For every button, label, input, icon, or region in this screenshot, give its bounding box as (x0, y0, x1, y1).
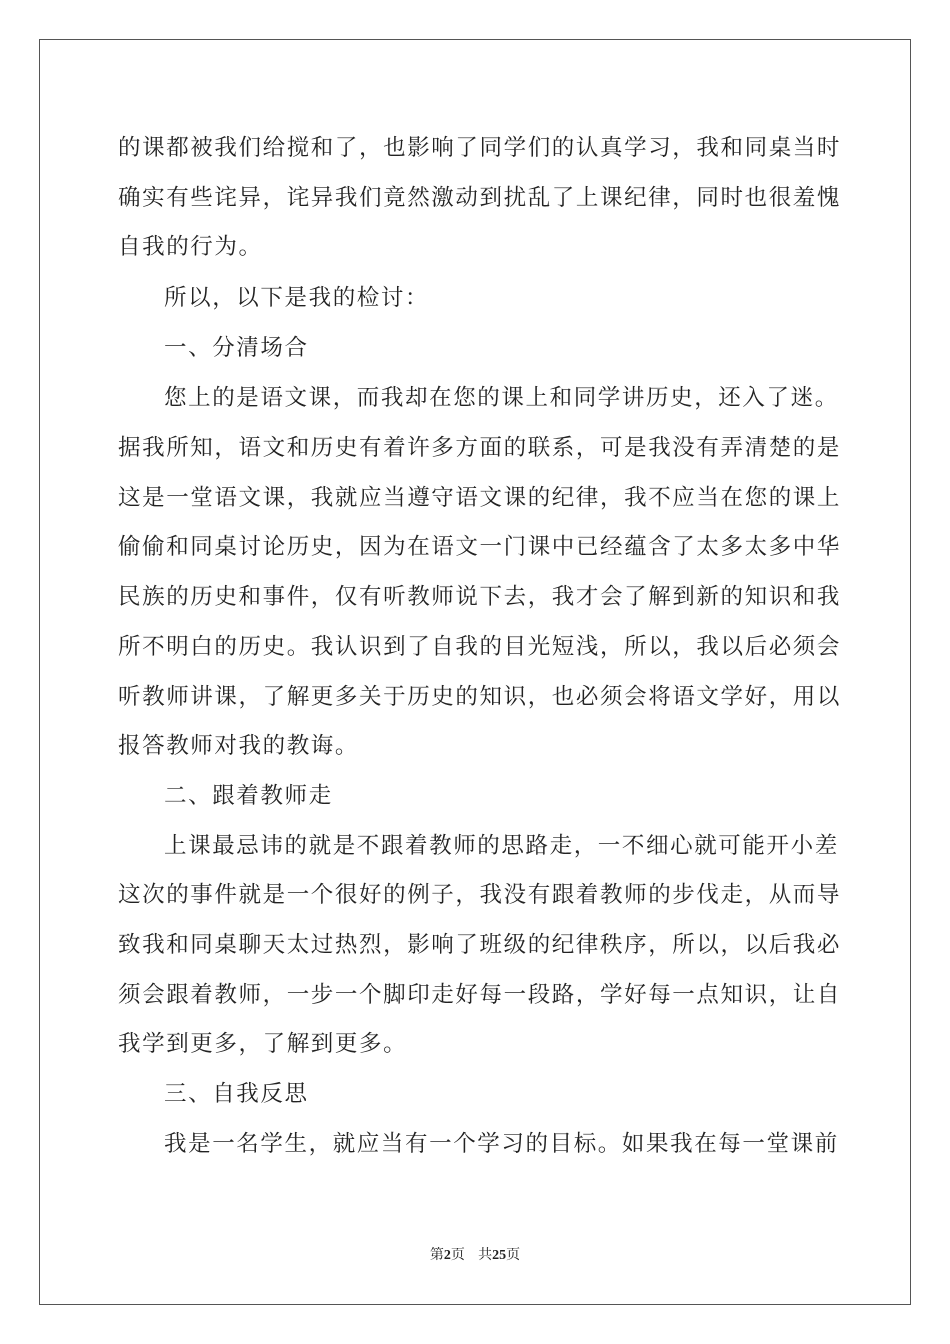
body-line: 报答教师对我的教诲。 (118, 733, 360, 759)
section-heading: 一、分清场合 (164, 335, 309, 361)
section-heading: 三、自我反思 (164, 1081, 309, 1107)
body-line: 听教师讲课，了解更多关于历史的知识，也必须会将语文学好，用以 (118, 684, 842, 710)
page-border (39, 39, 911, 1305)
body-line: 民族的历史和事件，仅有听教师说下去，我才会了解到新的知识和我 (118, 584, 842, 610)
total-suffix: 页 (506, 1247, 521, 1263)
body-line: 上课最忌讳的就是不跟着教师的思路走，一不细心就可能开小差 (164, 833, 839, 859)
page-prefix: 第 (429, 1247, 444, 1263)
body-line: 确实有些诧异，诧异我们竟然激动到扰乱了上课纪律，同时也很羞愧 (118, 185, 842, 211)
page-footer (0, 1244, 950, 1264)
body-line: 所不明白的历史。我认识到了自我的目光短浅，所以，我以后必须会 (118, 634, 842, 660)
body-line: 我是一名学生，就应当有一个学习的目标。如果我在每一堂课前 (164, 1131, 839, 1157)
total-pages: 25 (492, 1248, 507, 1263)
page-number: 2 (443, 1248, 451, 1263)
body-line: 自我的行为。 (118, 234, 263, 260)
total-prefix: 共 (478, 1247, 493, 1263)
page-suffix: 页 (450, 1247, 465, 1263)
body-line: 所以，以下是我的检讨： (164, 285, 430, 311)
body-line: 这是一堂语文课，我就应当遵守语文课的纪律，我不应当在您的课上 (118, 485, 842, 511)
body-line: 我学到更多，了解到更多。 (118, 1031, 408, 1057)
body-line: 偷偷和同桌讨论历史，因为在语文一门课中已经蕴含了太多太多中华 (118, 534, 842, 560)
body-line: 的课都被我们给搅和了，也影响了同学们的认真学习，我和同桌当时 (118, 135, 842, 161)
body-line: 这次的事件就是一个很好的例子，我没有跟着教师的步伐走，从而导 (118, 882, 842, 908)
body-line: 致我和同桌聊天太过热烈，影响了班级的纪律秩序，所以，以后我必 (118, 932, 842, 958)
section-heading: 二、跟着教师走 (164, 783, 333, 809)
body-line: 据我所知，语文和历史有着许多方面的联系，可是我没有弄清楚的是 (118, 435, 842, 461)
body-line: 您上的是语文课，而我却在您的课上和同学讲历史，还入了迷。 (164, 385, 839, 411)
body-line: 须会跟着教师，一步一个脚印走好每一段路，学好每一点知识，让自 (118, 982, 842, 1008)
